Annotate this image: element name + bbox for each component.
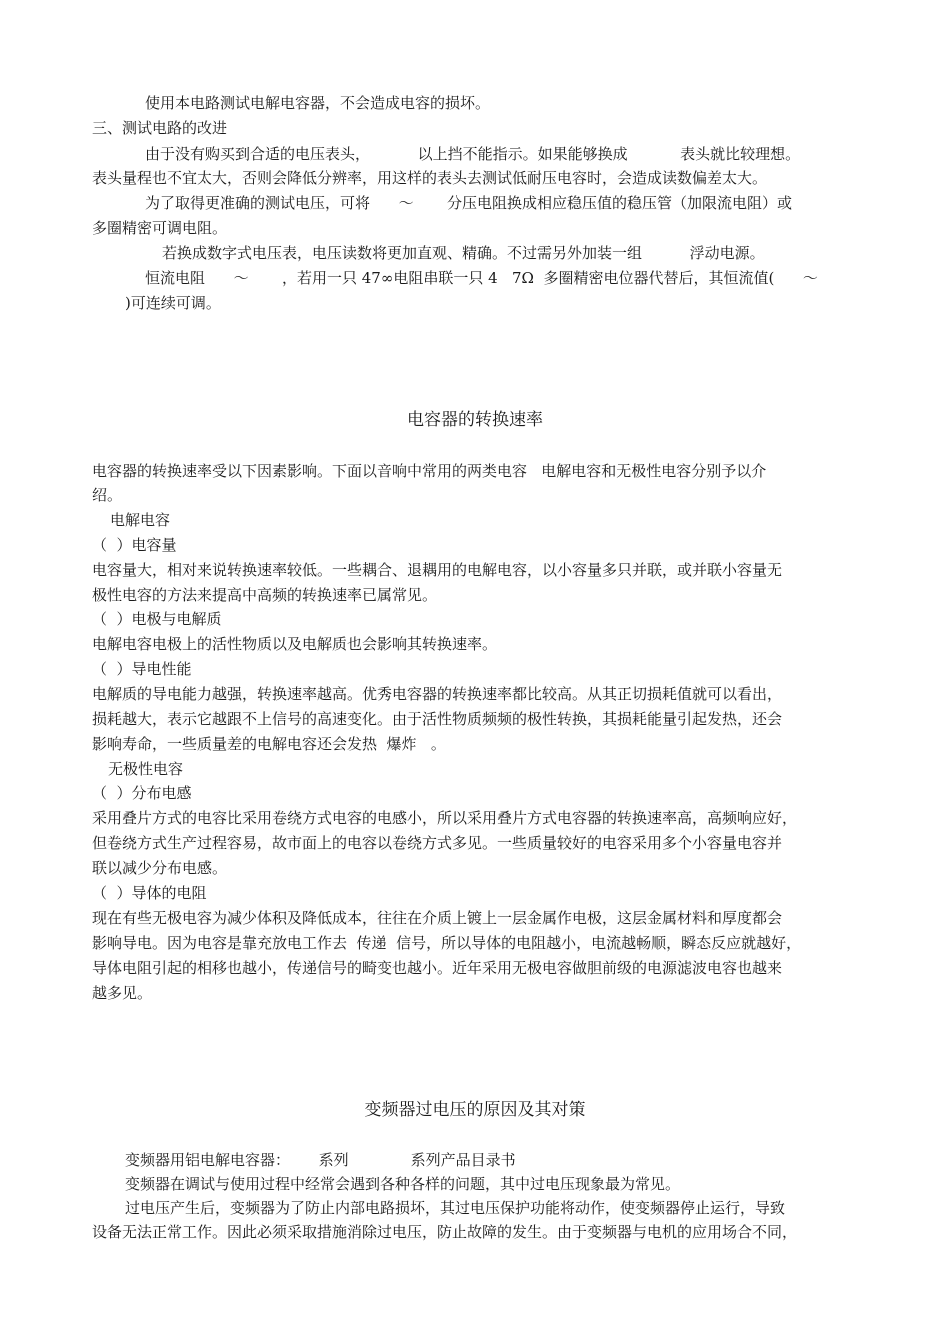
paragraph-line: 电容器的转换速率受以下因素影响。下面以音响中常用的两类电容 电解电容和无极性电容分别予以介 — [92, 462, 767, 480]
paragraph-line: 导体电阻引起的相移也越小，传递信号的畸变也越小。近年采用无极电容做胆前级的电源滤波电容也越来 — [92, 959, 783, 977]
paragraph-line: 电解质的导电能力越强，转换速率越高。优秀电容器的转换速率都比较高。从其正切损耗值就可以看出， — [92, 685, 783, 703]
paragraph-line: 若换成数字式电压表，电压读数将更加直观、精确。不过需另外加装一组 浮动电源。 — [162, 244, 765, 262]
paragraph-line: 为了取得更准确的测试电压，可将 ～ 分压电阻换成相应稳压值的稳压管（加限流电阻）或 — [145, 194, 792, 212]
paragraph-line: 设备无法正常工作。因此必须采取措施消除过电压，防止故障的发生。由于变频器与电机的应用场合不同， — [92, 1223, 798, 1241]
paragraph-line: 绍。 — [92, 486, 123, 504]
paragraph-line: 采用叠片方式的电容比采用卷绕方式电容的电感小，所以采用叠片方式电容器的转换速率高，高频响应好， — [92, 809, 798, 827]
paragraph-line: 过电压产生后，变频器为了防止内部电路损坏，其过电压保护功能将动作，使变频器停止运行，导致 — [125, 1199, 786, 1217]
subheading: （ ）导体的电阻 — [92, 884, 207, 902]
section-title: 电容器的转换速率 — [407, 410, 543, 430]
paragraph-line: 影响导电。因为电容是靠充放电工作去 传递 信号，所以导体的电阻越小，电流越畅顺，瞬态反应就越好， — [92, 934, 802, 952]
paragraph-line: 电容量大，相对来说转换速率较低。一些耦合、退耦用的电解电容，以小容量多只并联，或并联小容量无 — [92, 561, 783, 579]
paragraph-line: 恒流电阻 ～ ，若用一只 47∞电阻串联一只 4 7Ω 多圈精密电位器代替后，其恒流值( ～ — [145, 269, 818, 287]
paragraph-line: 越多见。 — [92, 984, 153, 1002]
section-heading: 三、测试电路的改进 — [92, 119, 228, 137]
subheading: （ ）电容量 — [92, 536, 177, 554]
paragraph-line: 损耗越大，表示它越跟不上信号的高速变化。由于活性物质频频的极性转换，其损耗能量引起发热，还会 — [92, 710, 783, 728]
subheading: （ ）导电性能 — [92, 660, 192, 678]
paragraph-line: 变频器在调试与使用过程中经常会遇到各种各样的问题，其中过电压现象最为常见。 — [125, 1175, 681, 1193]
paragraph-line: 变频器用铝电解电容器： 系列 系列产品目录书 — [125, 1151, 516, 1169]
subheading: （ ）分布电感 — [92, 784, 192, 802]
paragraph-line: )可连续可调。 — [125, 294, 221, 312]
subheading: 电解电容 — [110, 511, 171, 529]
paragraph-line: 多圈精密可调电阻。 — [92, 219, 228, 237]
subheading: （ ）电极与电解质 — [92, 610, 222, 628]
section-title: 变频器过电压的原因及其对策 — [364, 1100, 586, 1120]
paragraph-line: 由于没有购买到合适的电压表头， 以上挡不能指示。如果能够换成 表头就比较理想。 — [145, 145, 801, 163]
subheading: 无极性电容 — [108, 760, 184, 778]
paragraph-line: 联以减少分布电感。 — [92, 859, 228, 877]
paragraph-line: 电解电容电极上的活性物质以及电解质也会影响其转换速率。 — [92, 635, 498, 653]
paragraph-line: 使用本电路测试电解电容器，不会造成电容的损坏。 — [145, 94, 491, 112]
paragraph-line: 现在有些无极电容为减少体积及降低成本，往往在介质上镀上一层金属作电极，这层金属材料和厚度都会 — [92, 909, 783, 927]
paragraph-line: 影响寿命，一些质量差的电解电容还会发热 爆炸 。 — [92, 735, 446, 753]
paragraph-line: 极性电容的方法来提高中高频的转换速率已属常见。 — [92, 586, 438, 604]
paragraph-line: 表头量程也不宜太大，否则会降低分辨率，用这样的表头去测试低耐压电容时，会造成读数偏差太大。 — [92, 169, 768, 187]
paragraph-line: 但卷绕方式生产过程容易，故市面上的电容以卷绕方式多见。一些质量较好的电容采用多个小容量电容并 — [92, 834, 783, 852]
